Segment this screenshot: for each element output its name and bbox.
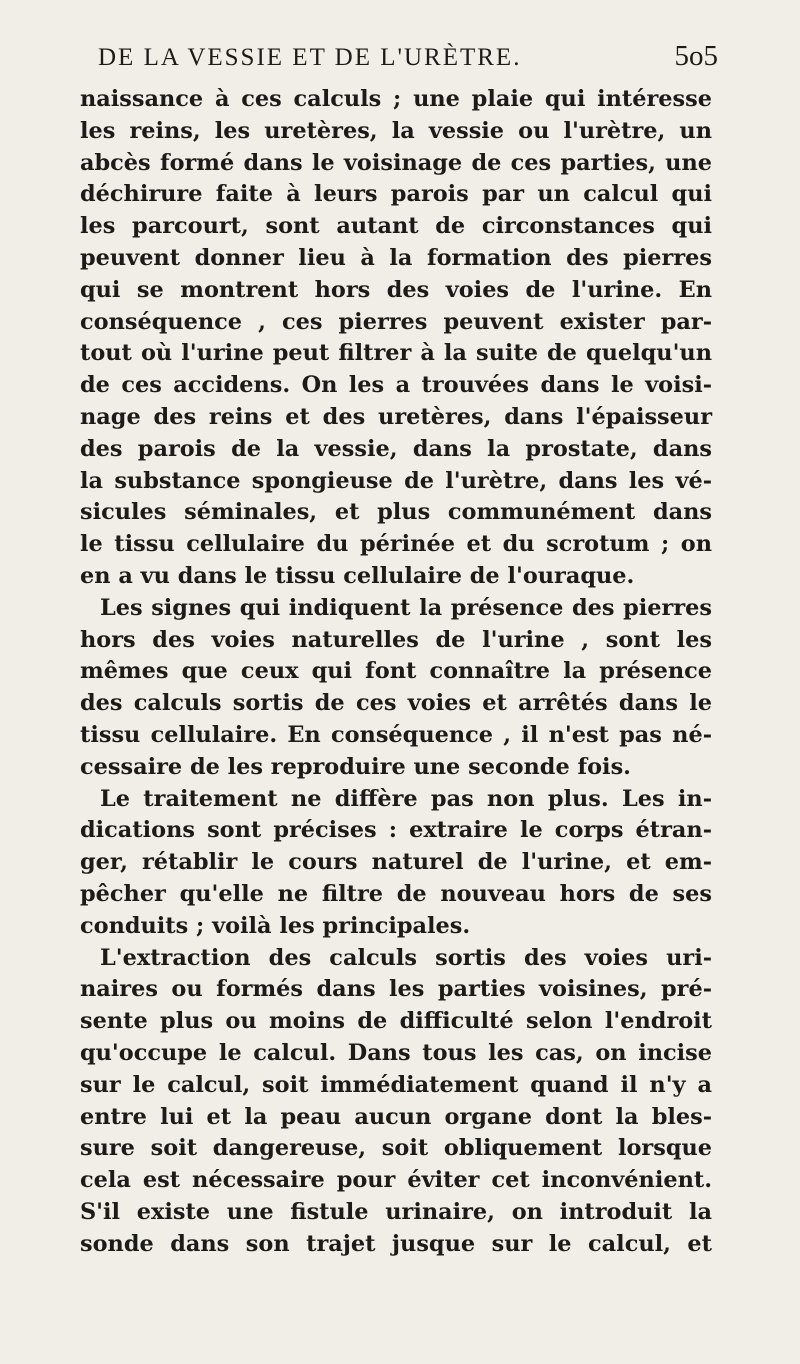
paragraph-start-line: Le traitement ne diffère pas non plus. Les in- xyxy=(100,785,712,812)
body-text xyxy=(80,84,712,1260)
text-line: nage des reins et des uretères, dans l'épaisseur xyxy=(80,403,712,430)
text-line: hors des voies naturelles de l'urine , sont les xyxy=(80,626,712,653)
running-head xyxy=(98,34,718,78)
text-line: S'il existe une fistule urinaire, on introduit la xyxy=(80,1198,712,1225)
text-line: déchirure faite à leurs parois par un calcul qui xyxy=(80,181,712,208)
text-line: conséquence , ces pierres peuvent exister par- xyxy=(80,308,712,335)
text-line: mêmes que ceux qui font connaître la présence xyxy=(80,658,712,685)
text-line: dications sont précises : extraire le corps étran- xyxy=(80,817,712,844)
text-line: ger, rétablir le cours naturel de l'urine, et em- xyxy=(80,849,712,876)
text-line: sure soit dangereuse, soit obliquement lorsque xyxy=(80,1135,712,1162)
paragraph-start-line: L'extraction des calculs sortis des voies uri- xyxy=(100,944,712,971)
text-line: de ces accidens. On les a trouvées dans le voisi- xyxy=(80,372,712,399)
text-line: sente plus ou moins de difficulté selon l'endroit xyxy=(80,1008,712,1035)
text-line: entre lui et la peau aucun organe dont la bles- xyxy=(80,1103,712,1130)
page-number: 5o5 xyxy=(674,40,718,72)
paragraph-end-line: conduits ; voilà les principales. xyxy=(80,912,471,939)
text-line: les parcourt, sont autant de circonstances qui xyxy=(80,213,712,240)
text-line: sonde dans son trajet jusque sur le calcul, et xyxy=(80,1230,712,1257)
paragraph-start-line: Les signes qui indiquent la présence des pierres xyxy=(100,594,712,621)
text-line: cela est nécessaire pour éviter cet inconvénient. xyxy=(80,1167,712,1194)
text-line: naissance à ces calculs ; une plaie qui intéresse xyxy=(80,86,712,112)
paragraph-end-line: cessaire de les reproduire une seconde fois. xyxy=(80,753,631,780)
text-line: abcès formé dans le voisinage de ces parties, une xyxy=(80,149,712,176)
text-line: le tissu cellulaire du périnée et du scrotum ; on xyxy=(80,531,712,558)
text-line: sur le calcul, soit immédiatement quand il n'y a xyxy=(80,1071,712,1098)
running-title: DE LA VESSIE ET DE L'URÈTRE. xyxy=(98,44,522,71)
text-line: la substance spongieuse de l'urètre, dans les vé- xyxy=(80,467,712,494)
text-line: naires ou formés dans les parties voisines, pré- xyxy=(80,976,712,1003)
text-line: qui se montrent hors des voies de l'urine. En xyxy=(80,276,712,303)
paragraph-end-line: en a vu dans le tissu cellulaire de l'ouraque. xyxy=(80,562,635,589)
text-line: tout où l'urine peut filtrer à la suite de quelqu'un xyxy=(80,340,712,367)
text-line: des calculs sortis de ces voies et arrêtés dans le xyxy=(80,690,712,717)
text-line: sicules séminales, et plus communément dans xyxy=(80,499,712,526)
text-line: les reins, les uretères, la vessie ou l'urètre, un xyxy=(80,117,712,144)
text-line: peuvent donner lieu à la formation des pierres xyxy=(80,244,712,271)
text-line: qu'occupe le calcul. Dans tous les cas, on incise xyxy=(80,1039,712,1066)
text-line: des parois de la vessie, dans la prostate, dans xyxy=(80,435,712,462)
text-line: pêcher qu'elle ne filtre de nouveau hors de ses xyxy=(80,880,712,907)
text-line: tissu cellulaire. En conséquence , il n'est pas né- xyxy=(80,721,712,748)
